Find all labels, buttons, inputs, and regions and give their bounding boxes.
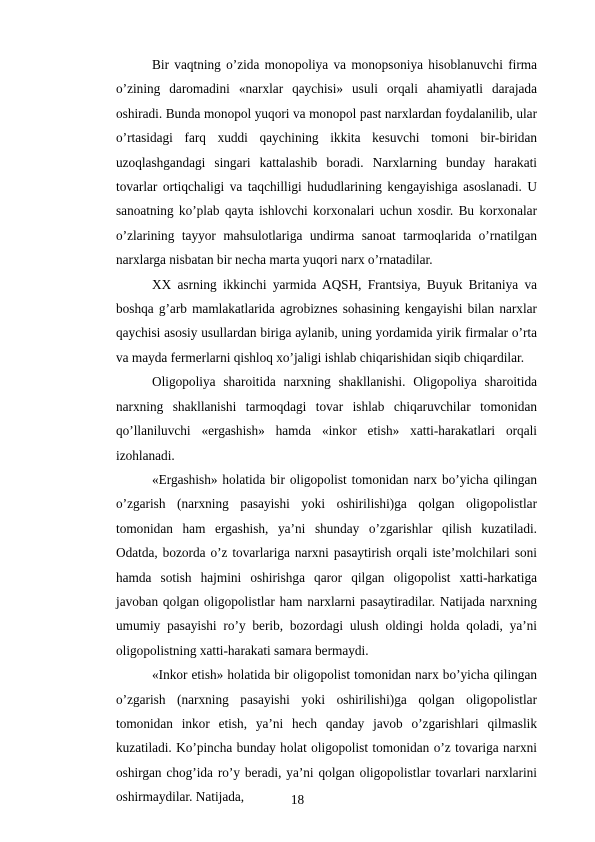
paragraph: Bir vaqtning o’zida monopoliya va monopsoniya hisoblanuvchi firma o’zining daromadini «narxlar qaychisi» usuli orqali ahamiyatli darajada oshiradi. Bunda monopol yuqori va monopol past narxlardan foydalanilib, ular o’rtasidagi farq xuddi qaychining ikkita kesuvchi tomoni bir-biridan uzoqlashgandagi singari kattalashib boradi. Narxlarning bunday harakati tovarlar ortiqchaligi va taqchilligi hududlarining kengayishiga asoslanadi. U sanoatning ko’plab qayta ishlovchi korxonalari uchun xosdir. Bu korxonalar o’zlarining tayyor mahsulotlariga undirma sanoat tarmoqlarida o’rnatilgan narxlarga nisbatan bir necha marta yuqori narx o’rnatadilar. [116, 57, 537, 268]
body-text [116, 53, 537, 810]
page-number: 18 [290, 792, 305, 807]
paragraph: Oligopoliya sharoitida narxning shakllanishi. Oligopoliya sharoitida narxning shakllanishi tarmoqdagi tovar ishlab chiqaruvchilar tomonidan qo’llaniluvchi «ergashish» hamda «inkor etish» xatti-harakatlari orqali izohlanadi. [116, 374, 537, 463]
paragraph: XX asrning ikkinchi yarmida AQSH, Frantsiya, Buyuk Britaniya va boshqa g’arb mamlakatlarida agrobiznes sohasining kengayishi bilan narxlar qaychisi asosiy usullardan biriga aylanib, uning yordamida yirik firmalar o’rta va mayda fermerlarni qishloq xo’jaligi ishlab chiqarishidan siqib chiqardilar. [116, 276, 537, 365]
paragraph: «Inkor etish» holatida bir oligopolist tomonidan narx bo’yicha qilingan o’zgarish (narxning pasayishi yoki oshirilishi)ga qolgan oligopolistlar tomonidan inkor etish, ya’ni hech qanday javob o’zgarishlari qilmaslik kuzatiladi. Ko’pincha bunday holat oligopolist tomonidan o’z tovariga narxni oshirgan chog’ida ro’y beradi, ya’ni qolgan oligopolistlar tovarlari narxlarini oshirmaydilar. Natijada, [116, 667, 537, 805]
paragraph: «Ergashish» holatida bir oligopolist tomonidan narx bo’yicha qilingan o’zgarish (narxning pasayishi yoki oshirilishi)ga qolgan oligopolistlar tomonidan ham ergashish, ya’ni shunday o’zgarishlar qilish kuzatiladi. Odatda, bozorda o’z tovarlariga narxni pasaytirish orqali iste’molchilari soni hamda sotish hajmini oshirishga qaror qilgan oligopolist xatti-harkatiga javoban qolgan oligopolistlar ham narxlarni pasaytiradilar. Natijada narxning umumiy pasayishi ro’y berib, bozordagi ulush oldingi holda qoladi, ya’ni oligopolistning xatti-harakati samara bermaydi. [116, 471, 537, 658]
